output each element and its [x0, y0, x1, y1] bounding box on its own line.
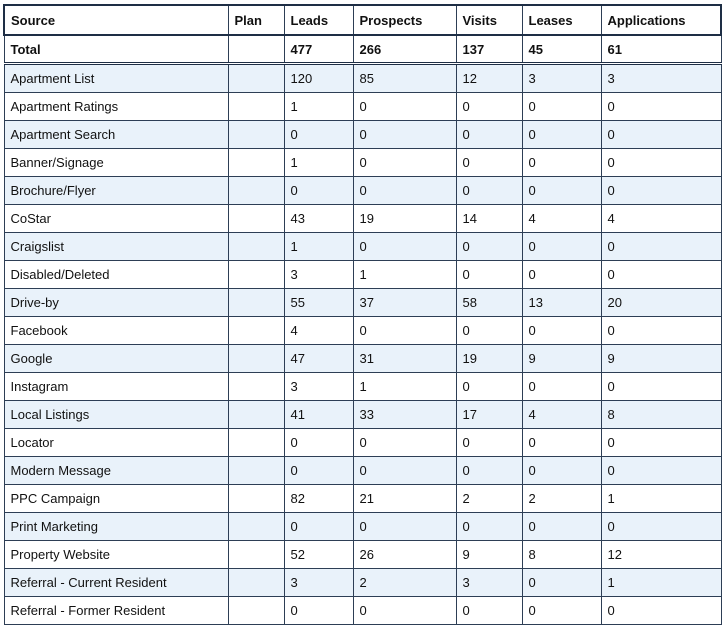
cell-leases: 0	[522, 429, 601, 457]
cell-visits: 0	[456, 429, 522, 457]
cell-leases: 0	[522, 177, 601, 205]
cell-plan	[228, 457, 284, 485]
cell-source: Referral - Former Resident	[4, 597, 228, 625]
table-row	[4, 317, 721, 345]
cell-source: Apartment Ratings	[4, 93, 228, 121]
cell-applications: 0	[601, 233, 721, 261]
cell-source: Drive-by	[4, 289, 228, 317]
cell-plan	[228, 569, 284, 597]
cell-visits: 0	[456, 149, 522, 177]
cell-leads: 1	[284, 93, 353, 121]
cell-prospects: 0	[353, 457, 456, 485]
cell-leases: 0	[522, 513, 601, 541]
cell-prospects: 0	[353, 597, 456, 625]
cell-applications: 0	[601, 261, 721, 289]
column-header-leases: Leases	[522, 5, 601, 35]
cell-leads: 3	[284, 569, 353, 597]
cell-leases: 0	[522, 317, 601, 345]
cell-plan	[228, 317, 284, 345]
cell-visits: 58	[456, 289, 522, 317]
column-header-visits: Visits	[456, 5, 522, 35]
cell-prospects: 0	[353, 513, 456, 541]
total-leads: 477	[284, 35, 353, 64]
cell-source: Property Website	[4, 541, 228, 569]
cell-leases: 9	[522, 345, 601, 373]
cell-source: Print Marketing	[4, 513, 228, 541]
table-row	[4, 93, 721, 121]
cell-applications: 1	[601, 569, 721, 597]
cell-leases: 0	[522, 597, 601, 625]
cell-plan	[228, 149, 284, 177]
cell-leads: 120	[284, 64, 353, 93]
cell-applications: 4	[601, 205, 721, 233]
table-row	[4, 513, 721, 541]
cell-applications: 0	[601, 597, 721, 625]
table-row	[4, 233, 721, 261]
total-section	[4, 35, 721, 64]
cell-visits: 0	[456, 177, 522, 205]
table-row	[4, 373, 721, 401]
cell-source: Locator	[4, 429, 228, 457]
cell-prospects: 1	[353, 261, 456, 289]
cell-plan	[228, 513, 284, 541]
cell-source: CoStar	[4, 205, 228, 233]
cell-plan	[228, 205, 284, 233]
cell-source: Referral - Current Resident	[4, 569, 228, 597]
cell-prospects: 0	[353, 149, 456, 177]
cell-leads: 0	[284, 429, 353, 457]
cell-source: Facebook	[4, 317, 228, 345]
table-row	[4, 401, 721, 429]
table-row	[4, 289, 721, 317]
cell-prospects: 26	[353, 541, 456, 569]
table-row	[4, 597, 721, 625]
cell-leases: 0	[522, 261, 601, 289]
cell-prospects: 85	[353, 64, 456, 93]
cell-source: Apartment Search	[4, 121, 228, 149]
total-label: Total	[4, 35, 228, 64]
cell-applications: 20	[601, 289, 721, 317]
cell-applications: 0	[601, 429, 721, 457]
cell-plan	[228, 401, 284, 429]
cell-prospects: 0	[353, 317, 456, 345]
cell-visits: 2	[456, 485, 522, 513]
table-row	[4, 541, 721, 569]
cell-leases: 2	[522, 485, 601, 513]
cell-visits: 14	[456, 205, 522, 233]
cell-prospects: 0	[353, 93, 456, 121]
cell-visits: 0	[456, 93, 522, 121]
total-applications: 61	[601, 35, 721, 64]
total-plan	[228, 35, 284, 64]
cell-leads: 3	[284, 261, 353, 289]
cell-leads: 0	[284, 457, 353, 485]
cell-visits: 0	[456, 373, 522, 401]
cell-source: Google	[4, 345, 228, 373]
cell-applications: 0	[601, 373, 721, 401]
cell-source: Apartment List	[4, 64, 228, 93]
table-row	[4, 569, 721, 597]
cell-leads: 0	[284, 121, 353, 149]
cell-leases: 0	[522, 373, 601, 401]
cell-leases: 0	[522, 121, 601, 149]
cell-applications: 0	[601, 177, 721, 205]
cell-prospects: 0	[353, 177, 456, 205]
column-header-leads: Leads	[284, 5, 353, 35]
total-row	[4, 35, 721, 64]
cell-prospects: 37	[353, 289, 456, 317]
cell-applications: 0	[601, 317, 721, 345]
cell-applications: 3	[601, 64, 721, 93]
table-row	[4, 261, 721, 289]
cell-leads: 1	[284, 149, 353, 177]
cell-plan	[228, 261, 284, 289]
table-row	[4, 64, 721, 93]
cell-visits: 0	[456, 233, 522, 261]
cell-visits: 9	[456, 541, 522, 569]
cell-plan	[228, 485, 284, 513]
total-visits: 137	[456, 35, 522, 64]
table-row	[4, 345, 721, 373]
table-row	[4, 205, 721, 233]
cell-prospects: 33	[353, 401, 456, 429]
cell-source: PPC Campaign	[4, 485, 228, 513]
cell-leads: 0	[284, 597, 353, 625]
cell-applications: 0	[601, 457, 721, 485]
cell-leads: 1	[284, 233, 353, 261]
cell-prospects: 0	[353, 121, 456, 149]
cell-leases: 13	[522, 289, 601, 317]
cell-leads: 47	[284, 345, 353, 373]
cell-visits: 19	[456, 345, 522, 373]
cell-prospects: 0	[353, 233, 456, 261]
cell-plan	[228, 64, 284, 93]
cell-applications: 1	[601, 485, 721, 513]
cell-prospects: 31	[353, 345, 456, 373]
cell-visits: 0	[456, 121, 522, 149]
cell-plan	[228, 233, 284, 261]
cell-prospects: 1	[353, 373, 456, 401]
cell-plan	[228, 93, 284, 121]
column-header-prospects: Prospects	[353, 5, 456, 35]
total-prospects: 266	[353, 35, 456, 64]
table-row	[4, 121, 721, 149]
header-row	[4, 5, 721, 35]
cell-plan	[228, 289, 284, 317]
column-header-source: Source	[4, 5, 228, 35]
total-leases: 45	[522, 35, 601, 64]
cell-leads: 52	[284, 541, 353, 569]
cell-leads: 0	[284, 177, 353, 205]
cell-visits: 3	[456, 569, 522, 597]
cell-visits: 0	[456, 261, 522, 289]
cell-prospects: 19	[353, 205, 456, 233]
table-row	[4, 485, 721, 513]
cell-applications: 9	[601, 345, 721, 373]
cell-prospects: 0	[353, 429, 456, 457]
cell-leases: 4	[522, 401, 601, 429]
cell-leads: 3	[284, 373, 353, 401]
column-header-plan: Plan	[228, 5, 284, 35]
table-header	[4, 5, 721, 35]
column-header-applications: Applications	[601, 5, 721, 35]
cell-leads: 4	[284, 317, 353, 345]
cell-applications: 0	[601, 93, 721, 121]
cell-leads: 0	[284, 513, 353, 541]
table-row	[4, 177, 721, 205]
cell-leases: 0	[522, 569, 601, 597]
cell-leads: 55	[284, 289, 353, 317]
cell-source: Craigslist	[4, 233, 228, 261]
cell-source: Modern Message	[4, 457, 228, 485]
cell-plan	[228, 177, 284, 205]
cell-prospects: 2	[353, 569, 456, 597]
cell-applications: 0	[601, 149, 721, 177]
cell-plan	[228, 597, 284, 625]
cell-visits: 0	[456, 457, 522, 485]
cell-visits: 0	[456, 597, 522, 625]
table-row	[4, 457, 721, 485]
cell-leads: 43	[284, 205, 353, 233]
table-row	[4, 429, 721, 457]
cell-source: Disabled/Deleted	[4, 261, 228, 289]
cell-leases: 3	[522, 64, 601, 93]
cell-source: Banner/Signage	[4, 149, 228, 177]
cell-visits: 0	[456, 513, 522, 541]
cell-applications: 0	[601, 513, 721, 541]
cell-plan	[228, 345, 284, 373]
cell-leases: 0	[522, 233, 601, 261]
cell-plan	[228, 429, 284, 457]
cell-applications: 0	[601, 121, 721, 149]
cell-plan	[228, 373, 284, 401]
cell-visits: 17	[456, 401, 522, 429]
cell-leads: 82	[284, 485, 353, 513]
cell-source: Brochure/Flyer	[4, 177, 228, 205]
cell-plan	[228, 121, 284, 149]
cell-visits: 0	[456, 317, 522, 345]
lead-source-table	[3, 4, 722, 625]
cell-visits: 12	[456, 64, 522, 93]
table-row	[4, 149, 721, 177]
cell-leases: 8	[522, 541, 601, 569]
cell-leases: 0	[522, 149, 601, 177]
cell-leads: 41	[284, 401, 353, 429]
cell-prospects: 21	[353, 485, 456, 513]
cell-applications: 8	[601, 401, 721, 429]
cell-source: Instagram	[4, 373, 228, 401]
cell-plan	[228, 541, 284, 569]
cell-leases: 0	[522, 93, 601, 121]
cell-leases: 0	[522, 457, 601, 485]
cell-applications: 12	[601, 541, 721, 569]
cell-source: Local Listings	[4, 401, 228, 429]
cell-leases: 4	[522, 205, 601, 233]
source-rows	[4, 64, 721, 625]
